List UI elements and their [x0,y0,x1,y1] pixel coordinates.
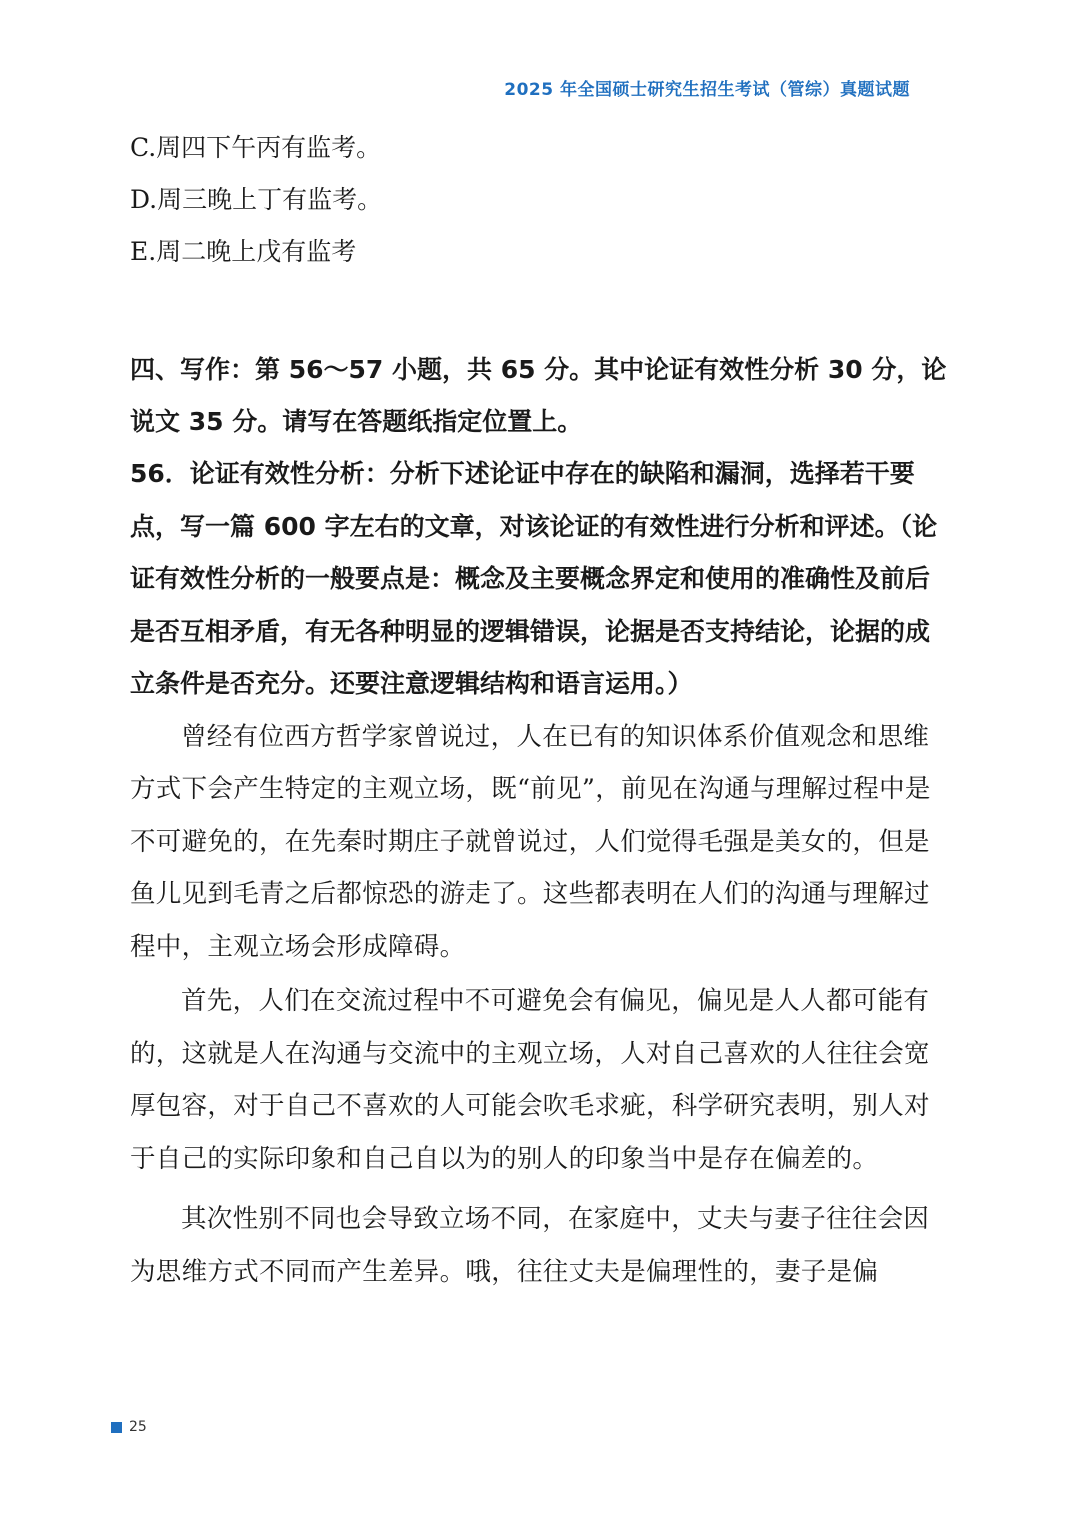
essay-paragraph-2: 首先，人们在交流过程中不可避免会有偏见，偏见是人人都可能有的，这就是人在沟通与交流中的主观立场，人对自己喜欢的人往往会宽厚包容，对于自己不喜欢的人可能会吹毛求疵，科学研究表明，别人对于自己的实际印象和自己自以为的别人的印象当中是存在偏差的。 [130,986,930,1174]
page-number: 25 [129,1419,147,1435]
page-body [130,122,952,1298]
footer-square-icon [111,1422,122,1433]
page-footer [111,1419,147,1435]
option-c: C.周四下午丙有监考。 [130,133,382,162]
essay-paragraph-3: 其次性别不同也会导致立场不同，在家庭中，丈夫与妻子往往会因为思维方式不同而产生差异。哦，往往丈夫是偏理性的，妻子是偏 [130,1204,930,1287]
option-e: E.周二晚上戊有监考 [130,237,357,266]
question-56-prompt: 56．论证有效性分析：分析下述论证中存在的缺陷和漏洞，选择若干要点，写一篇 600 字左右的文章，对该论证的有效性进行分析和评述。（论证有效性分析的一般要点是：概念及主要概念界定和使用的准确性及前后是否互相矛盾，有无各种明显的逻辑错误，论据是否支持结论，论据的成立条件是否充分。还要注意逻辑结构和语言运用。） [130,459,938,698]
option-d: D.周三晚上丁有监考。 [130,185,383,214]
essay-paragraph-1: 曾经有位西方哲学家曾说过，人在已有的知识体系价值观念和思维方式下会产生特定的主观立场，既“前见”，前见在沟通与理解过程中是不可避免的，在先秦时期庄子就曾说过，人们觉得毛强是美女的，但是鱼儿见到毛青之后都惊恐的游走了。这些都表明在人们的沟通与理解过程中，主观立场会形成障碍。 [130,721,931,962]
section-heading: 四、写作：第 56～57 小题，共 65 分。其中论证有效性分析 30 分，论说文 35 分。请写在答题纸指定位置上。 [130,355,947,436]
running-header-title: 2025 年全国硕士研究生招生考试（管综）真题试题 [504,80,910,100]
